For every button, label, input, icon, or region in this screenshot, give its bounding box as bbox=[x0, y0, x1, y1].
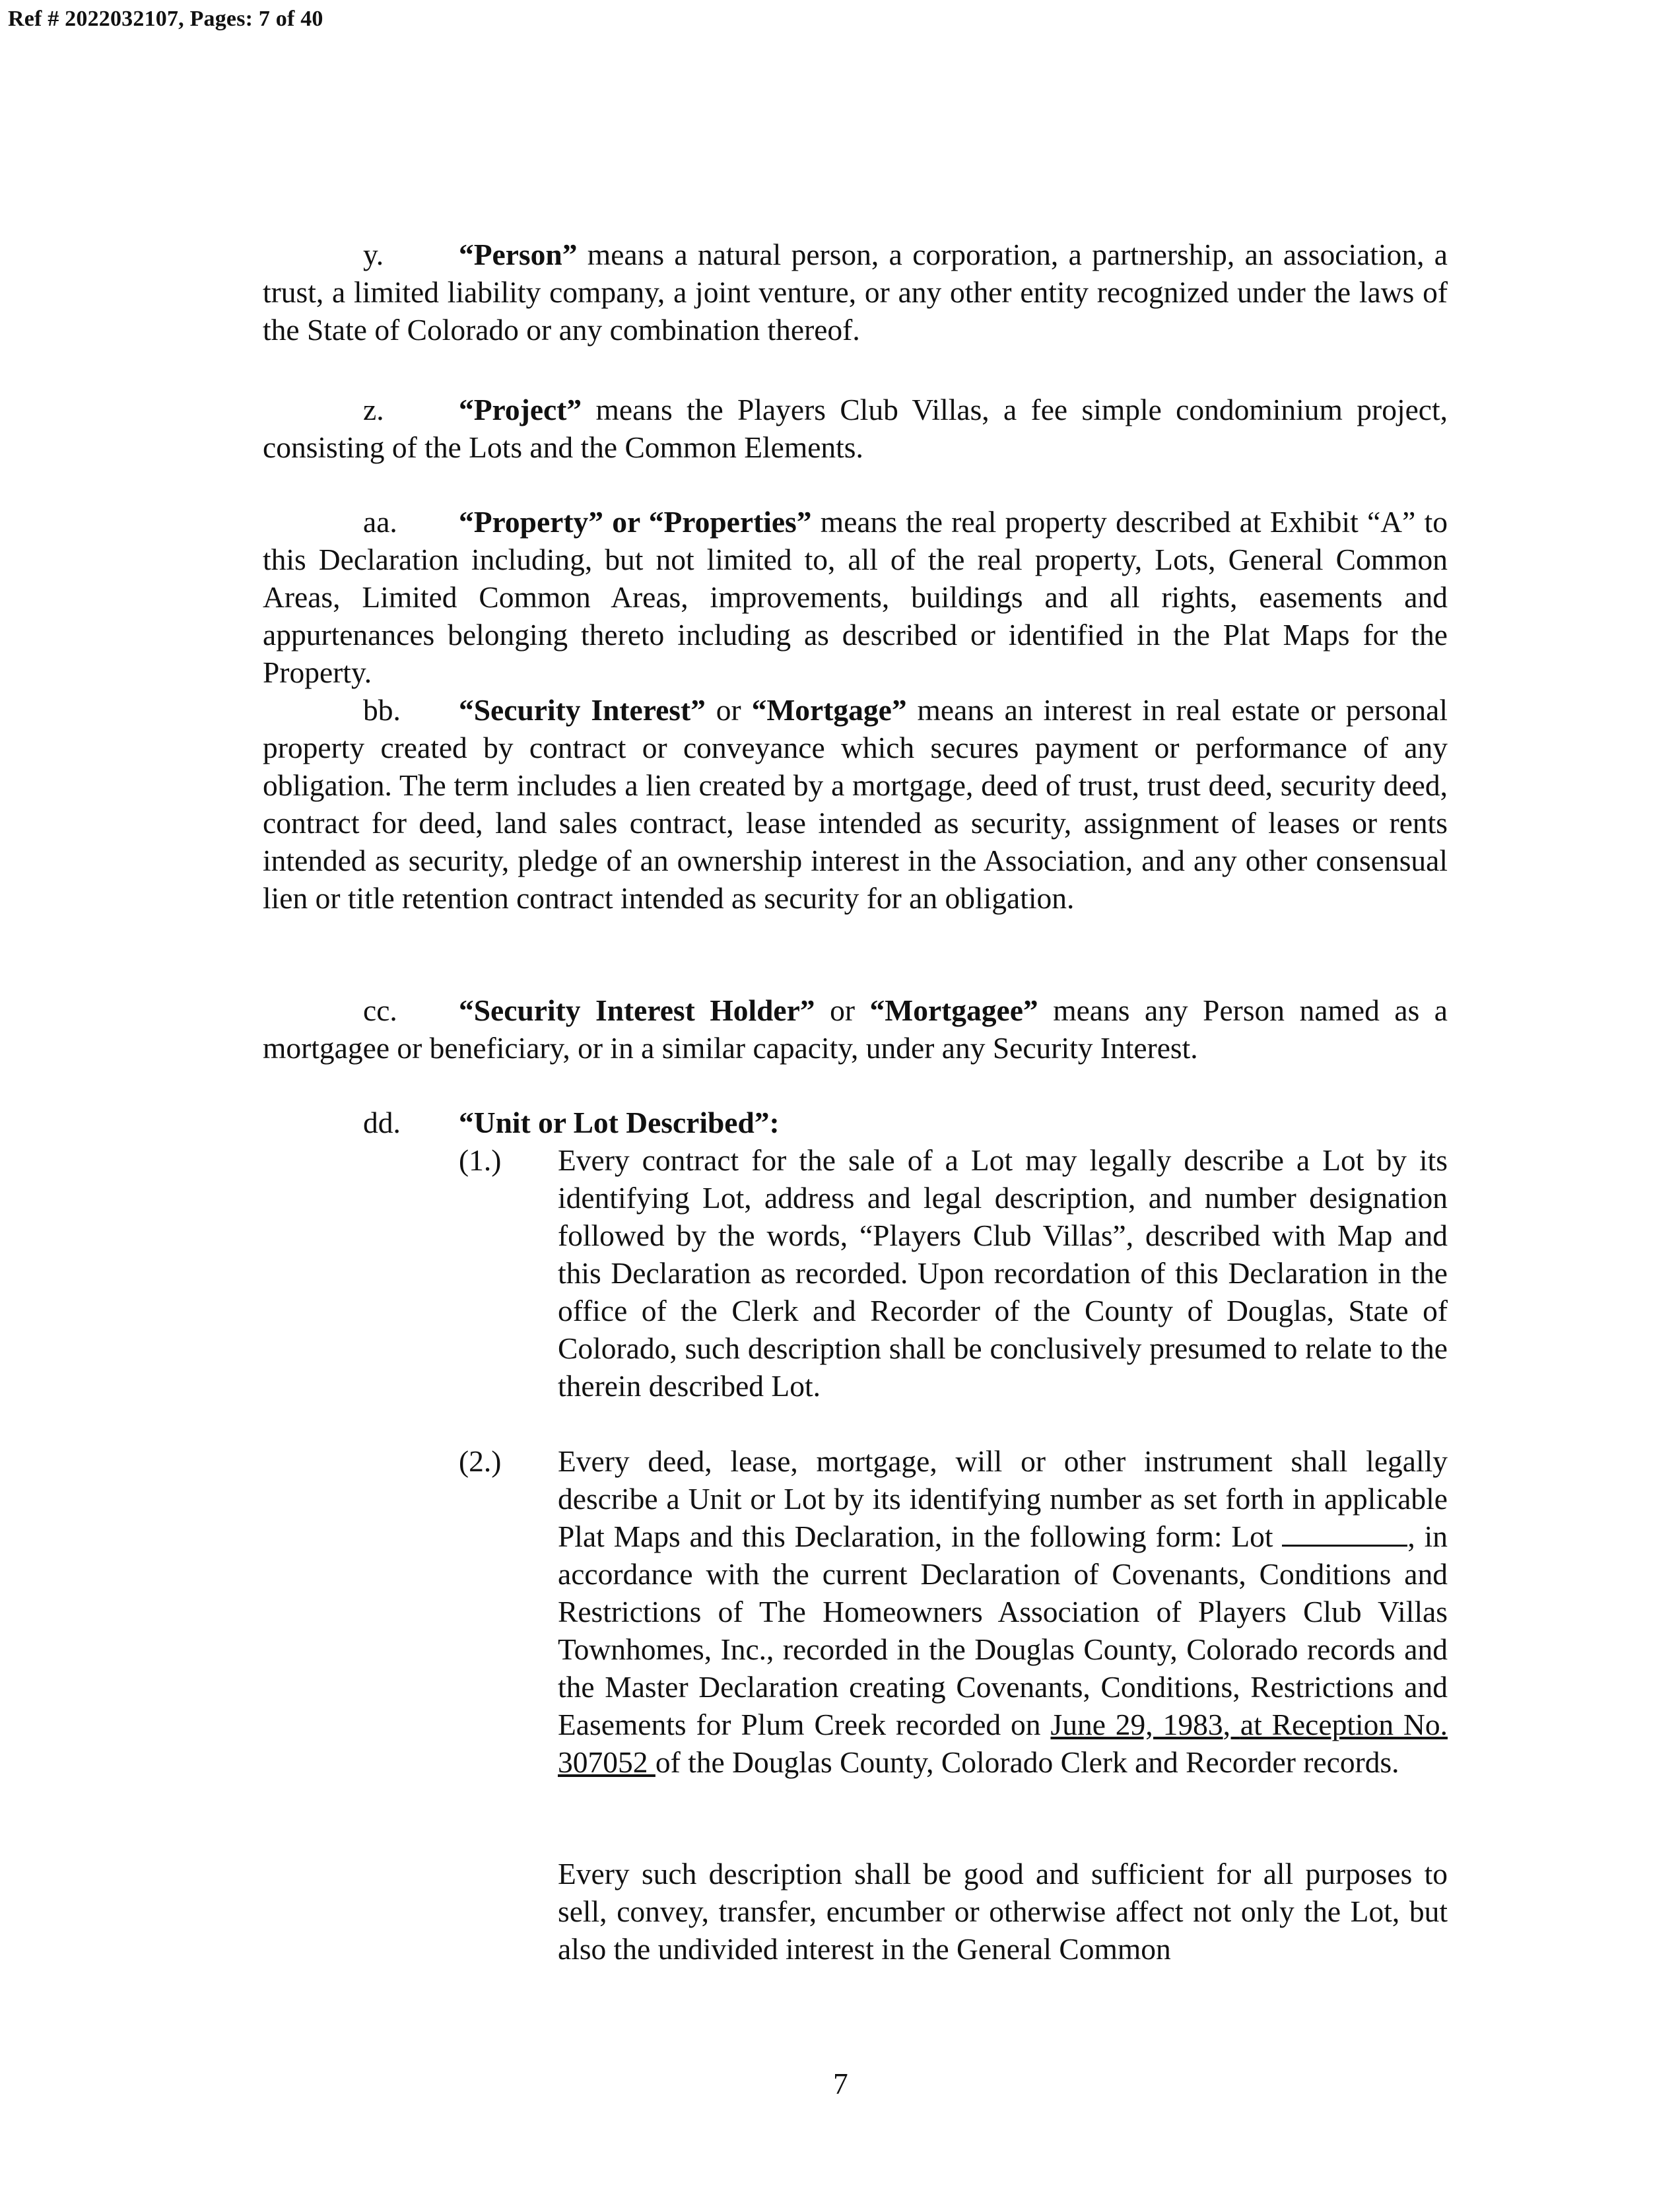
definition-term: “Mortgage” bbox=[751, 693, 907, 727]
definition-label: y. bbox=[363, 238, 384, 271]
subitem-end: of the Douglas County, Colorado Clerk and Recorder records. bbox=[655, 1745, 1399, 1779]
definition-term: “Security Interest Holder” bbox=[459, 993, 815, 1027]
definition-term: “Person” bbox=[459, 238, 578, 271]
subitem-text: Every contract for the sale of a Lot may legally describe a Lot by its identifying Lot, address and legal description, and number designation followed by the words, “Players Club Villas”, described with Map and this Declaration as recorded. Upon recordation of this Declaration in the office of the Clerk and Recorder of the County of Douglas, State of Colorado, such description shall be conclusively presumed to relate to the therein described Lot. bbox=[558, 1143, 1448, 1403]
definition-text: means an interest in real estate or personal property created by contract or conveyance which secures payment or performance of any obligation. The term includes a lien created by a mortgage, deed of trust, trust deed, security deed, contract for deed, land sales contract, lease intended as security, assignment of leases or rents intended as security, pledge of an ownership interest in the Association, and any other consensual lien or title retention contract intended as security for an obligation. bbox=[263, 693, 1448, 915]
subitem-number: (1.) bbox=[459, 1143, 502, 1177]
subitem-middle: , in accordance with the current Declaration of Covenants, Conditions and Restrictions of The Homeowners Association of Players Club Villas Townhomes, Inc., recorded in the Douglas County, Colorado records and the Master Declaration creating Covenants, Conditions, Restrictions and Easements for Plum Creek recorded on bbox=[558, 1520, 1448, 1741]
definition-connector: or bbox=[815, 993, 870, 1027]
definition-text: means any Person named as a mortgagee or beneficiary, or in a similar capacity, under any Security Interest. bbox=[263, 993, 1448, 1065]
subitem-intro: Every deed, lease, mortgage, will or other instrument shall legally describe a Unit or Lot by its identifying number as set forth in applicable Plat Maps and this Declaration, in the following form: Lot bbox=[558, 1444, 1448, 1553]
recording-date: June 29, 1983 bbox=[1050, 1708, 1223, 1741]
definition-z bbox=[263, 391, 1448, 466]
definition-label: cc. bbox=[363, 993, 397, 1027]
definition-text: means the real property described at Exhibit “A” to this Declaration including, but not limited to, all of the real property, Lots, General Common Areas, Limited Common Areas, improvements, buildings and all rights, easements and appurtenances belonging thereto including as described or identified in the Plat Maps for the Property. bbox=[263, 505, 1448, 689]
subitem-followup: Every such description shall be good and sufficient for all purposes to sell, convey, transfer, encumber or otherwise affect not only the Lot, but also the undivided interest in the General Common bbox=[558, 1857, 1448, 1966]
definition-term: “Property” or “Properties” bbox=[459, 505, 812, 539]
definition-bb bbox=[263, 691, 1448, 917]
recording-reference: Ref # 2022032107, Pages: 7 of 40 bbox=[8, 7, 323, 31]
definition-text: means a natural person, a corporation, a partnership, an association, a trust, a limited liability company, a joint venture, or any other entity recognized under the laws of the State of Colorado or any combination thereof. bbox=[263, 238, 1448, 347]
page-number: 7 bbox=[833, 2067, 848, 2100]
definition-term: “Unit or Lot Described”: bbox=[459, 1106, 780, 1139]
definition-text: means the Players Club Villas, a fee simple condominium project, consisting of the Lots and the Common Elements. bbox=[263, 393, 1448, 464]
definition-term: “Security Interest” bbox=[459, 693, 706, 727]
definition-y bbox=[263, 236, 1448, 349]
reception-number: at Reception No. 307052 bbox=[558, 1708, 1448, 1779]
recording-comma: , bbox=[1223, 1708, 1240, 1741]
definition-label: aa. bbox=[363, 505, 397, 539]
subitem-number: (2.) bbox=[459, 1444, 502, 1478]
subitem-text bbox=[558, 1442, 1448, 1781]
definition-label: dd. bbox=[363, 1106, 401, 1139]
definition-dd bbox=[263, 1104, 1448, 1141]
lot-blank-line bbox=[1282, 1520, 1407, 1547]
definition-label: z. bbox=[363, 393, 384, 426]
definition-connector: or bbox=[705, 693, 752, 727]
definition-term: “Project” bbox=[459, 393, 582, 426]
definition-cc bbox=[263, 991, 1448, 1067]
definition-label: bb. bbox=[363, 693, 401, 727]
definition-term: “Mortgagee” bbox=[869, 993, 1038, 1027]
definition-aa bbox=[263, 503, 1448, 691]
